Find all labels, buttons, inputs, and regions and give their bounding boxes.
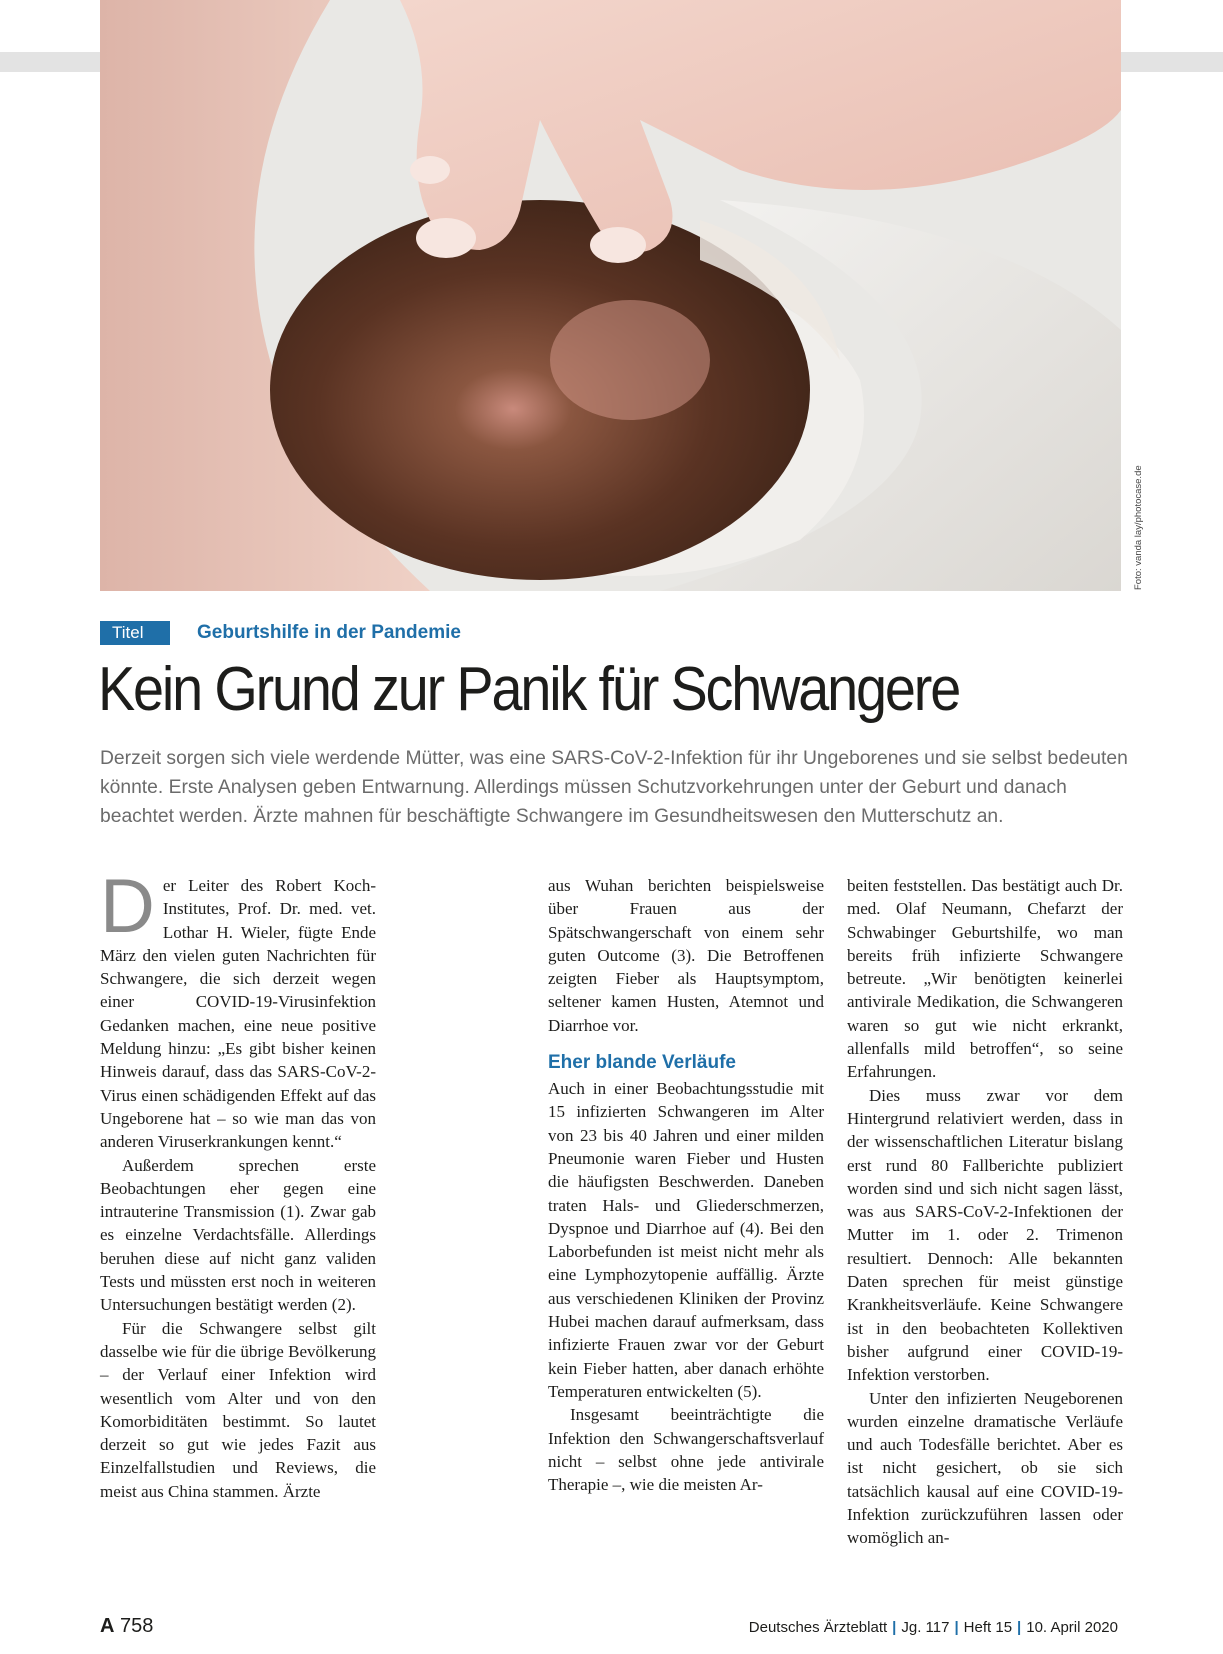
body-paragraph-text: er Leiter des Robert Koch-Institutes, Prof. Dr. med. vet. Lothar H. Wieler, fügte Ende März den vielen guten Nachrichten für Schwangere, die sich derzeit wegen einer COVID-19-Virusinfektion Gedanken machen, eine neue positive Meldung hinzu: „Es gibt bisher keinen Hinweis darauf, dass das SARS-CoV-2-Virus einen schädigenden Effekt auf das Ungeborene hat – so wie man das von anderen Viruserkrankungen kennt.“ — [100, 876, 376, 1152]
body-paragraph: Auch in einer Beobachtungsstudie mit 15 infizierten Schwangeren im Alter von 23 bis 40 Jahren und einer milden Pneumonie waren Fieber und Husten die häufigsten Beschwerden. Daneben traten Hals- und Gliederschmerzen, Dyspnoe und Diarrhoe auf (4). Bei den Laborbefunden ist meist nicht mehr als eine Lymphozytopenie auffällig. Ärzte aus verschiedenen Kliniken der Provinz Hubei machen darauf aufmerksam, dass infizierte Frauen zwar vor der Geburt kein Fieber hatten, aber danach erhöhte Temperaturen entwickelten (5). — [548, 1079, 824, 1401]
section-subhead: Eher blande Verläufe — [548, 1052, 736, 1074]
journal-issue: Heft 15 — [963, 1619, 1013, 1636]
body-paragraph: Für die Schwangere selbst gilt dasselbe wie für die übrige Bevölkerung – der Verlauf einer Infektion wird wesentlich vom Alter und von den Komorbiditäten bestimmt. So lautet derzeit so gut wie jedes Fazit aus Einzelfallstudien und Reviews, die meist aus China stammen. Ärzte — [100, 1318, 376, 1501]
body-paragraph: Dies muss zwar vor dem Hintergrund relativiert werden, dass in der wissenschaftlichen Literatur bislang erst rund 80 Fallberichte publiziert worden sind und sich nicht sagen lässt, was aus SARS-CoV-2-Infektionen der Mutter im 1. oder 2. Trimenon resultiert. Dennoch: Alle bekannten Daten sprechen für meist günstige Krankheitsverläufe. Keine Schwangere ist in den beobachteten Kollektiven bisher aufgrund einer COVID-19-Infektion verstorben. — [847, 1085, 1123, 1385]
journal-date: 10. April 2020 — [1026, 1619, 1118, 1636]
journal-footer — [749, 1618, 1118, 1638]
lead-paragraph: Derzeit sorgen sich viele werdende Mütter, was eine SARS-CoV-2-Infektion für ihr Ungeborenes und sie selbst bedeuten könnte. Erste Analysen geben Entwarnung. Allerdings müssen Schutzvorkehrungen unter der Geburt und danach beachtet werden. Ärzte mahnen für beschäftigte Schwangere im Gesundheitswesen den Mutterschutz an. — [100, 748, 1128, 827]
footer-separator: | — [892, 1619, 897, 1636]
drop-cap: D — [100, 864, 155, 949]
body-paragraph: aus Wuhan berichten beispielsweise über Frauen aus der Spätschwangerschaft von einem sehr guten Outcome (3). Die Betroffenen zeigten Fieber als Hauptsymptom, seltener kamen Husten, Atemnot und Diarrhoe vor. — [548, 876, 824, 1035]
footer-separator: | — [1017, 1619, 1022, 1636]
newborn-head-photo — [100, 0, 1121, 591]
text-column-2 — [548, 874, 824, 1496]
text-column-1 — [100, 864, 376, 1503]
rubric-label: Titel — [100, 621, 170, 645]
journal-name: Deutsches Ärzteblatt — [748, 1619, 888, 1636]
headline: Kein Grund zur Panik für Schwangere — [98, 655, 960, 724]
kicker: Geburtshilfe in der Pandemie — [197, 622, 461, 643]
body-paragraph: beiten feststellen. Das bestätigt auch Dr. med. Olaf Neumann, Chefarzt der Schwabinger Geburtshilfe, wo man bereits früh infizierte Schwangere betreute. „Wir benötigten keinerlei antivirale Medikation, die Schwangeren waren so gut wie nicht erkrankt, allenfalls mild betroffen“, so seine Erfahrungen. — [847, 876, 1123, 1082]
body-paragraph: Unter den infizierten Neugeborenen wurden einzelne dramatische Verläufe und auch Todesfälle berichtet. Aber es ist nicht gesichert, ob sie sich tatsächlich kausal auf eine COVID-19-Infektion zurückzuführen lassen oder womöglich an- — [847, 1388, 1123, 1548]
body-paragraph: Außerdem sprechen erste Beobachtungen eher gegen eine intrauterine Transmission (1). Zwar gab es einzelne Verdachtsfälle. Allerdings beruhen diese auf nicht ganz validen Tests und müssten erst noch in weiteren Untersuchungen bestätigt werden (2). — [100, 1155, 376, 1315]
text-column-3 — [847, 874, 1123, 1550]
page-prefix: A — [100, 1615, 115, 1637]
page-number — [100, 1614, 153, 1638]
journal-volume: Jg. 117 — [901, 1619, 950, 1636]
page-number-value: 758 — [120, 1615, 154, 1637]
body-paragraph — [100, 864, 376, 1154]
footer-separator: | — [954, 1619, 959, 1636]
photo-credit: Foto: vanda lay/photocase.de — [1133, 465, 1144, 590]
body-paragraph: Insgesamt beeinträchtigte die Infektion den Schwangerschaftsverlauf nicht – selbst ohne jede antivirale Therapie –, wie die meisten Ar- — [548, 1405, 824, 1495]
